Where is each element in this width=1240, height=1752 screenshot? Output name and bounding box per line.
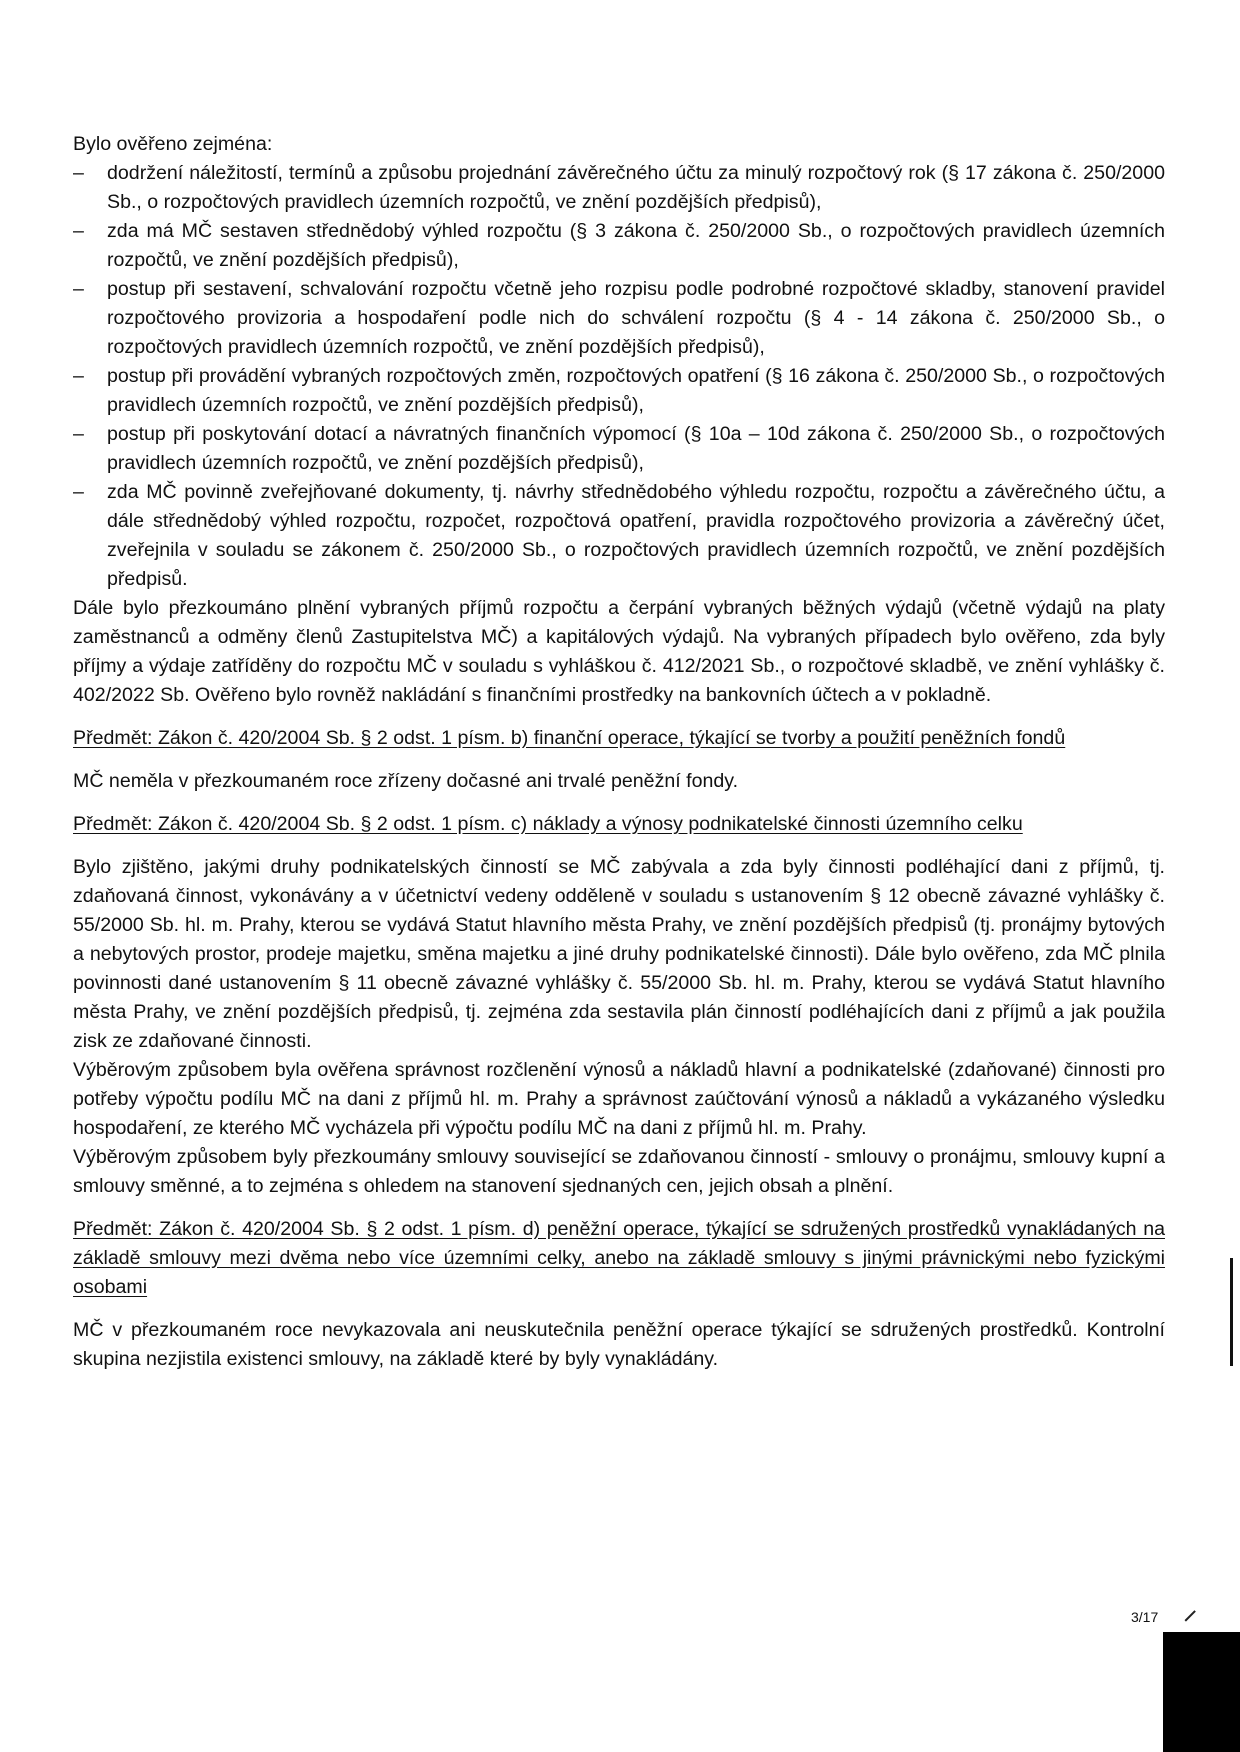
intro-line: Bylo ověřeno zejména:: [73, 133, 273, 155]
paragraph-c2: Výběrovým způsobem byla ověřena správnost rozčlenění výnosů a nákladů hlavní a podnikatelské (zdaňované) činnosti pro potřeby výpočtu podílu MČ na dani z příjmů hl. m. Prahy a správnost zaúčtování výnosů a nákladů a vykázaného výsledku hospodaření, ze kterého MČ vycházela při výpočtu podílu MČ na dani z příjmů hl. m. Prahy.: [73, 1059, 1165, 1139]
paragraph-c1: Bylo zjištěno, jakými druhy podnikatelských činností se MČ zabývala a zda byly činnosti podléhající dani z příjmů, tj. zdaňovaná činnost, vykonávány a v účetnictví vedeny odděleně v souladu s ustanovením § 12 obecně závazné vyhlášky č. 55/2000 Sb. hl. m. Prahy, kterou se vydává Statut hlavního města Prahy, ve znění pozdějších předpisů (tj. pronájmy bytových a nebytových prostor, prodeje majetku, směna majetku a jiné druhy podnikatelské činnosti). Dále bylo ověřeno, zda MČ plnila povinnosti dané ustanovením § 11 obecně závazné vyhlášky č. 55/2000 Sb. hl. m. Prahy, kterou se vydává Statut hlavního města Prahy, ve znění pozdějších předpisů, tj. zejména zda sestavila plán činností podléhajících dani z příjmů a jak použila zisk ze zdaňované činnosti.: [73, 856, 1165, 1052]
paragraph-c3: Výběrovým způsobem byly přezkoumány smlouvy související se zdaňovanou činností - smlouvy o pronájmu, smlouvy kupní a smlouvy směnné, a to zejména s ohledem na stanovení sjednaných cen, jejich obsah a plnění.: [73, 1146, 1165, 1197]
scan-corner-block: [1163, 1632, 1240, 1752]
list-item: – zda MČ povinně zveřejňované dokumenty, tj. návrhy střednědobého výhledu rozpočtu, rozpočtu a závěrečného účtu, a dále střednědobý výhled rozpočtu, rozpočet, rozpočtová opatření, pravidla rozpočtového provizoria a závěrečný účet, zveřejnila v souladu se zákonem č. 250/2000 Sb., o rozpočtových pravidlech územních rozpočtů, ve znění pozdějších předpisů.: [73, 478, 1165, 594]
list-item: – dodržení náležitostí, termínů a způsobu projednání závěrečného účtu za minulý rozpočtový rok (§ 17 zákona č. 250/2000 Sb., o rozpočtových pravidlech územních rozpočtů, ve znění pozdějších předpisů),: [73, 159, 1165, 217]
list-item: – postup při provádění vybraných rozpočtových změn, rozpočtových opatření (§ 16 zákona č. 250/2000 Sb., o rozpočtových pravidlech územních rozpočtů, ve znění pozdějších předpisů),: [73, 362, 1165, 420]
scan-binding-mark: [1230, 1258, 1233, 1366]
subject-heading-c: Předmět: Zákon č. 420/2004 Sb. § 2 odst. 1 písm. c) náklady a výnosy podnikatelské činnosti územního celku: [73, 813, 1023, 835]
initials-mark: [1185, 1610, 1196, 1621]
list-item: – postup při sestavení, schvalování rozpočtu včetně jeho rozpisu podle podrobné rozpočtové skladby, stanovení pravidel rozpočtového provizoria a hospodaření podle nich do schválení rozpočtu (§ 4 - 14 zákona č. 250/2000 Sb., o rozpočtových pravidlech územních rozpočtů, ve znění pozdějších předpisů),: [73, 275, 1165, 362]
verification-list: [73, 159, 1165, 594]
page-number: 3/17: [1131, 1609, 1159, 1625]
subject-heading-d: Předmět: Zákon č. 420/2004 Sb. § 2 odst. 1 písm. d) peněžní operace, týkající se sdružených prostředků vynakládaných na základě smlouvy mezi dvěma nebo více územními celky, anebo na základě smlouvy s jinými právnickými nebo fyzickými osobami: [73, 1218, 1165, 1298]
document-body: [73, 130, 1165, 1374]
list-item: – postup při poskytování dotací a návratných finančních výpomocí (§ 10a – 10d zákona č. 250/2000 Sb., o rozpočtových pravidlech územních rozpočtů, ve znění pozdějších předpisů),: [73, 420, 1165, 478]
paragraph-d: MČ v přezkoumaném roce nevykazovala ani neuskutečnila peněžní operace týkající se sdružených prostředků. Kontrolní skupina nezjistila existenci smlouvy, na základě které by byly vynakládány.: [73, 1319, 1165, 1370]
paragraph-review: Dále bylo přezkoumáno plnění vybraných příjmů rozpočtu a čerpání vybraných běžných výdajů (včetně výdajů na platy zaměstnanců a odměny členů Zastupitelstva MČ) a kapitálových výdajů. Na vybraných případech bylo ověřeno, zda byly příjmy a výdaje zatříděny do rozpočtu MČ v souladu s vyhláškou č. 412/2021 Sb., o rozpočtové skladbě, ve znění vyhlášky č. 402/2022 Sb. Ověřeno bylo rovněž nakládání s finančními prostředky na bankovních účtech a v pokladně.: [73, 597, 1165, 706]
list-item: – zda má MČ sestaven střednědobý výhled rozpočtu (§ 3 zákona č. 250/2000 Sb., o rozpočtových pravidlech územních rozpočtů, ve znění pozdějších předpisů),: [73, 217, 1165, 275]
paragraph-b: MČ neměla v přezkoumaném roce zřízeny dočasné ani trvalé peněžní fondy.: [73, 770, 739, 792]
subject-heading-b: Předmět: Zákon č. 420/2004 Sb. § 2 odst. 1 písm. b) finanční operace, týkající se tvorby a použití peněžních fondů: [73, 727, 1066, 749]
